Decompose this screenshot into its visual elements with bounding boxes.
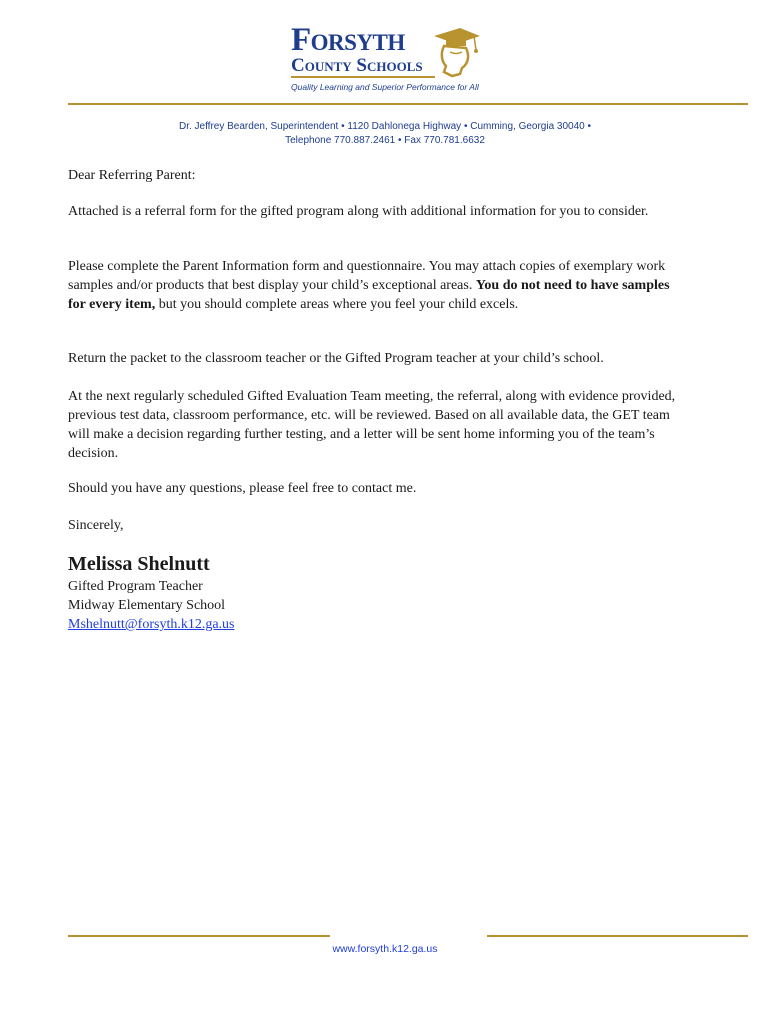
paragraph-questions: Should you have any questions, please feel free to contact me. [68, 481, 417, 496]
signature-school: Midway Elementary School [68, 598, 226, 613]
footer-divider-left [68, 935, 330, 937]
logo-subtitle: County Schools [291, 55, 423, 76]
closing: Sincerely, [68, 518, 124, 533]
paragraph-evaluation: At the next regularly scheduled Gifted Evaluation Team meeting, the referral, along with evidence provided, previous test data, classroom performance, etc. will be reviewed. Based on all available data, the GET team will make a decision regarding further testing, and a letter will be sent home informing you of the team’s decision. [68, 389, 676, 461]
signature-email-link[interactable]: Mshelnutt@forsyth.k12.ga.us [68, 617, 235, 632]
mortarboard-head-icon [430, 24, 482, 80]
contact-phone-line: Telephone 770.887.2461 • Fax 770.781.6632 [285, 135, 485, 146]
logo-title: Forsyth [291, 22, 405, 58]
paragraph-text: but you should complete areas where you feel your child excels. [155, 297, 519, 312]
logo-underline [291, 76, 435, 78]
footer-divider-right [487, 935, 748, 937]
footer-website-link[interactable]: www.forsyth.k12.ga.us [332, 943, 438, 955]
logo-tagline: Quality Learning and Superior Performance for All [291, 82, 479, 92]
header-divider [68, 103, 748, 105]
signature-title: Gifted Program Teacher [68, 579, 203, 594]
paragraph-attached-form: Attached is a referral form for the gifted program along with additional information for you to consider. [68, 204, 649, 219]
signature-name: Melissa Shelnutt [68, 553, 210, 575]
salutation: Dear Referring Parent: [68, 168, 196, 183]
paragraph-text: Please complete the Parent Information form and questionnaire. You may attach copies of exemplary work samples and/or products that best display your child’s exceptional areas. [68, 259, 666, 293]
paragraph-complete-form [68, 257, 678, 314]
contact-address-line: Dr. Jeffrey Bearden, Superintendent • 1120 Dahlonega Highway • Cumming, Georgia 30040 • [178, 121, 592, 132]
paragraph-emphasis: You do not need to have samples for every item, [68, 278, 670, 312]
paragraph-return-packet: Return the packet to the classroom teacher or the Gifted Program teacher at your child’s school. [68, 351, 604, 366]
